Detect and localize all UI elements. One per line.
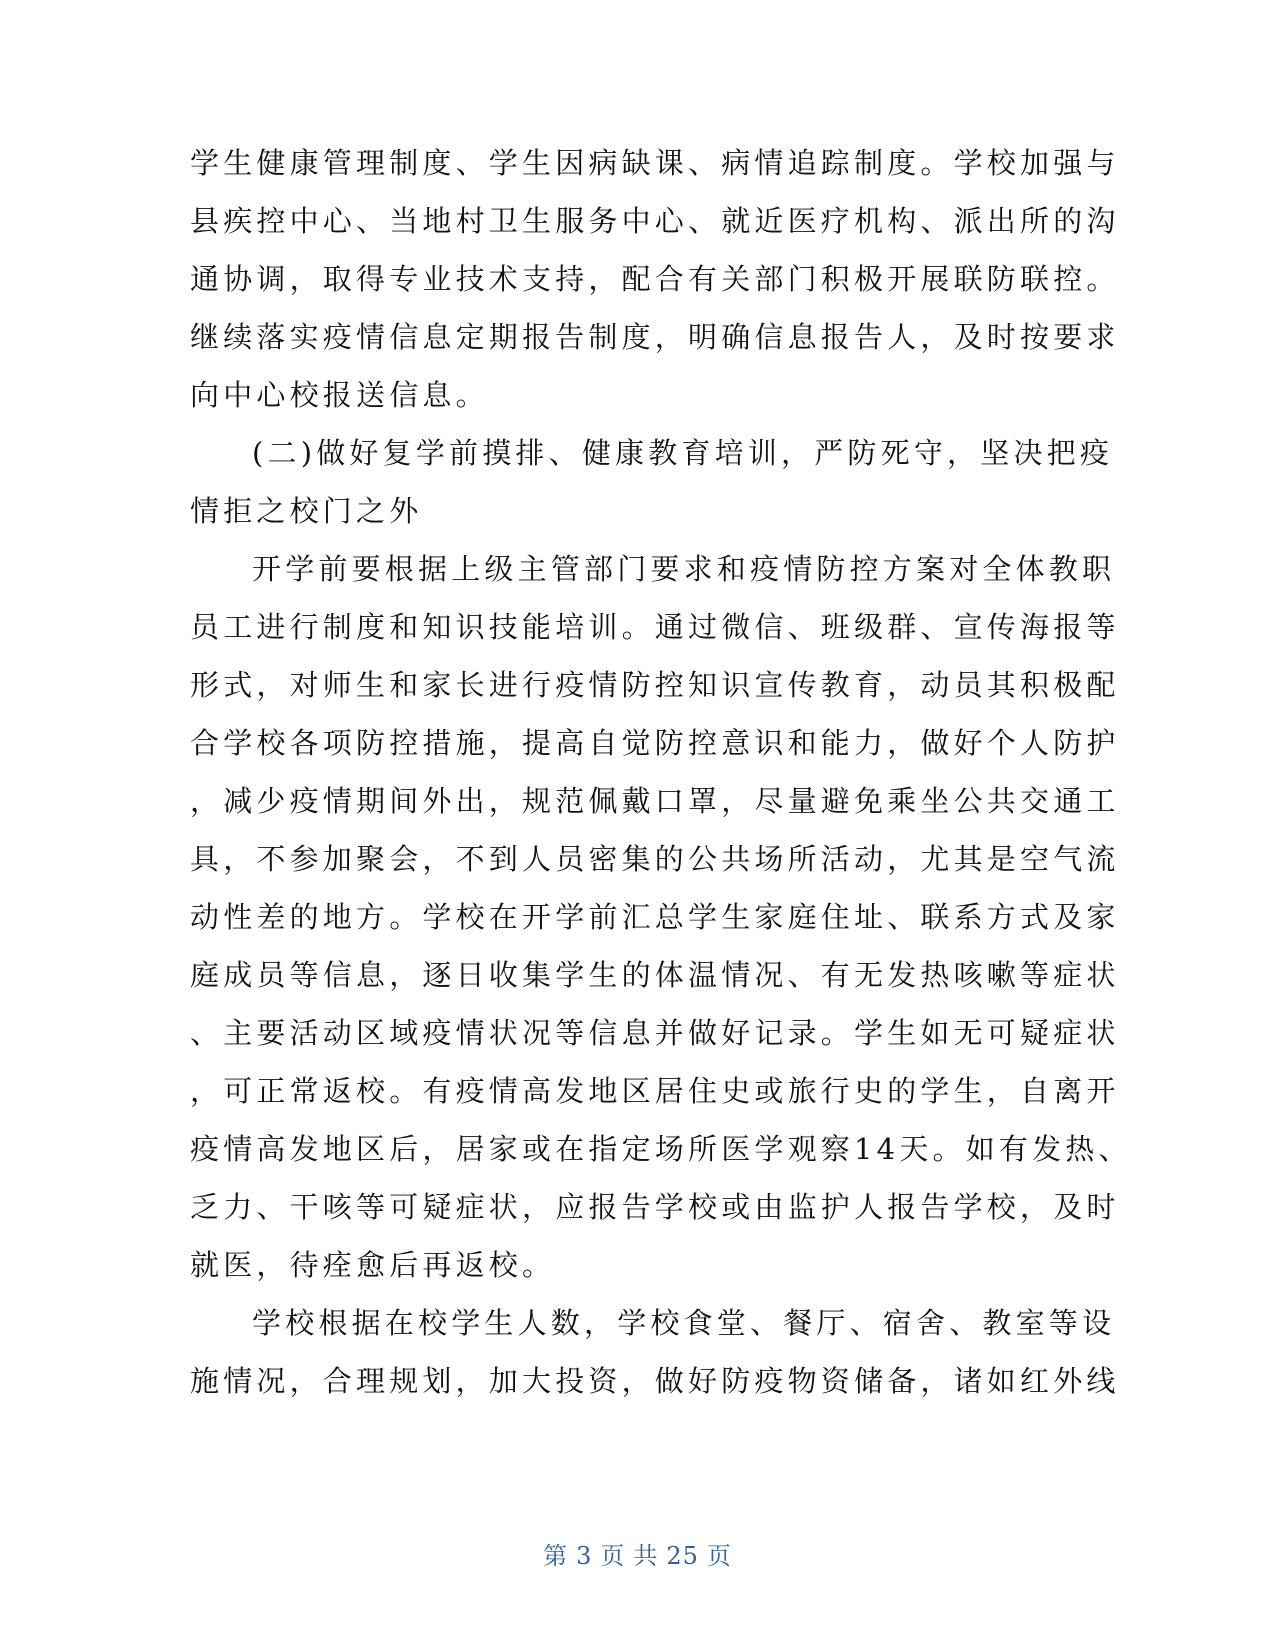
page-label-mid: 页 xyxy=(600,1542,626,1570)
text-line: 合学校各项防控措施，提高自觉防控意识和能力，做好个人防护 xyxy=(190,726,1120,760)
text-line: 员工进行制度和知识技能培训。通过微信、班级群、宣传海报等 xyxy=(190,610,1120,644)
text-line: 疫情高发地区后，居家或在指定场所医学观察14天。如有发热、 xyxy=(190,1132,1132,1166)
text-line: 、主要活动区域疫情状况等信息并做好记录。学生如无可疑症状 xyxy=(190,1016,1120,1050)
text-line: 学校根据在校学生人数，学校食堂、餐厅、宿舍、教室等设 xyxy=(252,1306,1116,1340)
page-label-prefix: 第 xyxy=(543,1542,569,1570)
section-heading: (二)做好复学前摸排、健康教育培训，严防死守，坚决把疫 xyxy=(252,436,1114,470)
text-line: 向中心校报送信息。 xyxy=(190,378,489,412)
current-page-number: 3 xyxy=(576,1542,593,1570)
page-footer xyxy=(0,1536,1275,1571)
text-line: 具，不参加聚会，不到人员密集的公共场所活动，尤其是空气流 xyxy=(190,842,1120,876)
text-line: 通协调，取得专业技术支持，配合有关部门积极开展联防联控。 xyxy=(190,262,1120,296)
text-line: 开学前要根据上级主管部门要求和疫情防控方案对全体教职 xyxy=(252,552,1116,586)
text-line: 继续落实疫情信息定期报告制度，明确信息报告人，及时按要求 xyxy=(190,320,1120,354)
text-line: 学生健康管理制度、学生因病缺课、病情追踪制度。学校加强与 xyxy=(190,146,1120,180)
text-line: ，可正常返校。有疫情高发地区居住史或旅行史的学生，自离开 xyxy=(190,1074,1120,1108)
section-heading: 情拒之校门之外 xyxy=(190,494,423,528)
text-line: 施情况，合理规划，加大投资，做好防疫物资储备，诸如红外线 xyxy=(190,1364,1120,1398)
text-line: 庭成员等信息，逐日收集学生的体温情况、有无发热咳嗽等症状 xyxy=(190,958,1120,992)
total-label: 共 xyxy=(633,1542,659,1570)
text-line: 动性差的地方。学校在开学前汇总学生家庭住址、联系方式及家 xyxy=(190,900,1120,934)
text-line: ，减少疫情期间外出，规范佩戴口罩，尽量避免乘坐公共交通工 xyxy=(190,784,1120,818)
page-label-suffix: 页 xyxy=(706,1542,732,1570)
text-line: 乏力、干咳等可疑症状，应报告学校或由监护人报告学校，及时 xyxy=(190,1190,1120,1224)
text-line: 县疾控中心、当地村卫生服务中心、就近医疗机构、派出所的沟 xyxy=(190,204,1120,238)
text-line: 形式，对师生和家长进行疫情防控知识宣传教育，动员其积极配 xyxy=(190,668,1120,702)
text-line: 就医，待痊愈后再返校。 xyxy=(190,1248,556,1282)
total-pages-number: 25 xyxy=(666,1542,699,1570)
